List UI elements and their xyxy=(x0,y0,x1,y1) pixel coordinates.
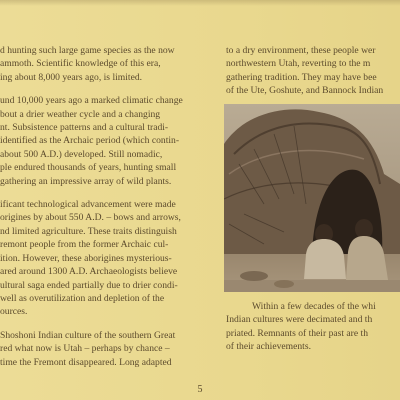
text-line: ing about 8,000 years ago, is limited. xyxy=(0,71,143,83)
historical-photograph xyxy=(224,104,400,292)
page-top-shadow xyxy=(0,0,400,6)
text-line: of the Ute, Goshute, and Bannock Indian xyxy=(226,85,384,97)
text-line: ple endured thousands of years, hunting small xyxy=(0,162,177,174)
text-line: d hunting such large game species as the now xyxy=(0,45,175,56)
text-line: of their achievements. xyxy=(226,341,311,353)
text-line: Shoshoni Indian culture of the southern Great xyxy=(0,329,176,341)
text-line: time the Fremont disappeared. Long adapted xyxy=(0,356,172,368)
caption-text-column xyxy=(226,300,400,354)
text-line: red what now is Utah – perhaps by chance – xyxy=(0,343,170,355)
text-line: und 10,000 years ago a marked climatic change xyxy=(0,95,183,107)
wickiup-photo-image xyxy=(224,104,400,292)
text-line: ammoth. Scientific knowledge of this era, xyxy=(0,58,161,70)
text-line: about 500 A.D.) developed. Still nomadic, xyxy=(0,148,163,160)
text-line: ared around 1300 A.D. Archaeologists believe xyxy=(0,266,178,278)
text-line: remont people from the former Archaic cul- xyxy=(0,239,169,251)
text-line: identified as the Archaic period (which contin- xyxy=(0,135,180,147)
text-line: ition. However, these aborigines mysterious- xyxy=(0,252,172,264)
text-line: gathering an impressive array of wild plants. xyxy=(0,175,172,187)
text-line: ificant technological advancement were made xyxy=(0,199,176,211)
paragraph-gap xyxy=(0,319,210,329)
left-text-column xyxy=(0,44,210,369)
text-line: Within a few decades of the whi xyxy=(252,301,376,312)
text-line: northwestern Utah, reverting to the m xyxy=(226,58,371,70)
text-line: ources. xyxy=(0,306,28,318)
page-number: 5 xyxy=(197,384,203,395)
text-line: bout a drier weather cycle and a changing xyxy=(0,108,161,120)
text-line: Indian cultures were decimated and th xyxy=(226,314,373,326)
text-line: origines by about 550 A.D. – bows and arrows, xyxy=(0,212,181,224)
text-line: to a dry environment, these people wer xyxy=(226,45,376,56)
text-line: well as overutilization and depletion of the xyxy=(0,292,165,304)
text-line: priated. Remnants of their past are th xyxy=(226,327,368,339)
text-line: nd limited agriculture. These traits distinguish xyxy=(0,225,177,237)
text-line: ultural saga ended partially due to drier condi- xyxy=(0,279,178,291)
right-text-column xyxy=(226,44,400,98)
text-line: nt. Subsistence patterns and a cultural tradi- xyxy=(0,122,169,134)
paragraph-gap xyxy=(0,188,210,198)
text-line: gathering tradition. They may have bee xyxy=(226,71,377,83)
paragraph-gap xyxy=(0,84,210,94)
